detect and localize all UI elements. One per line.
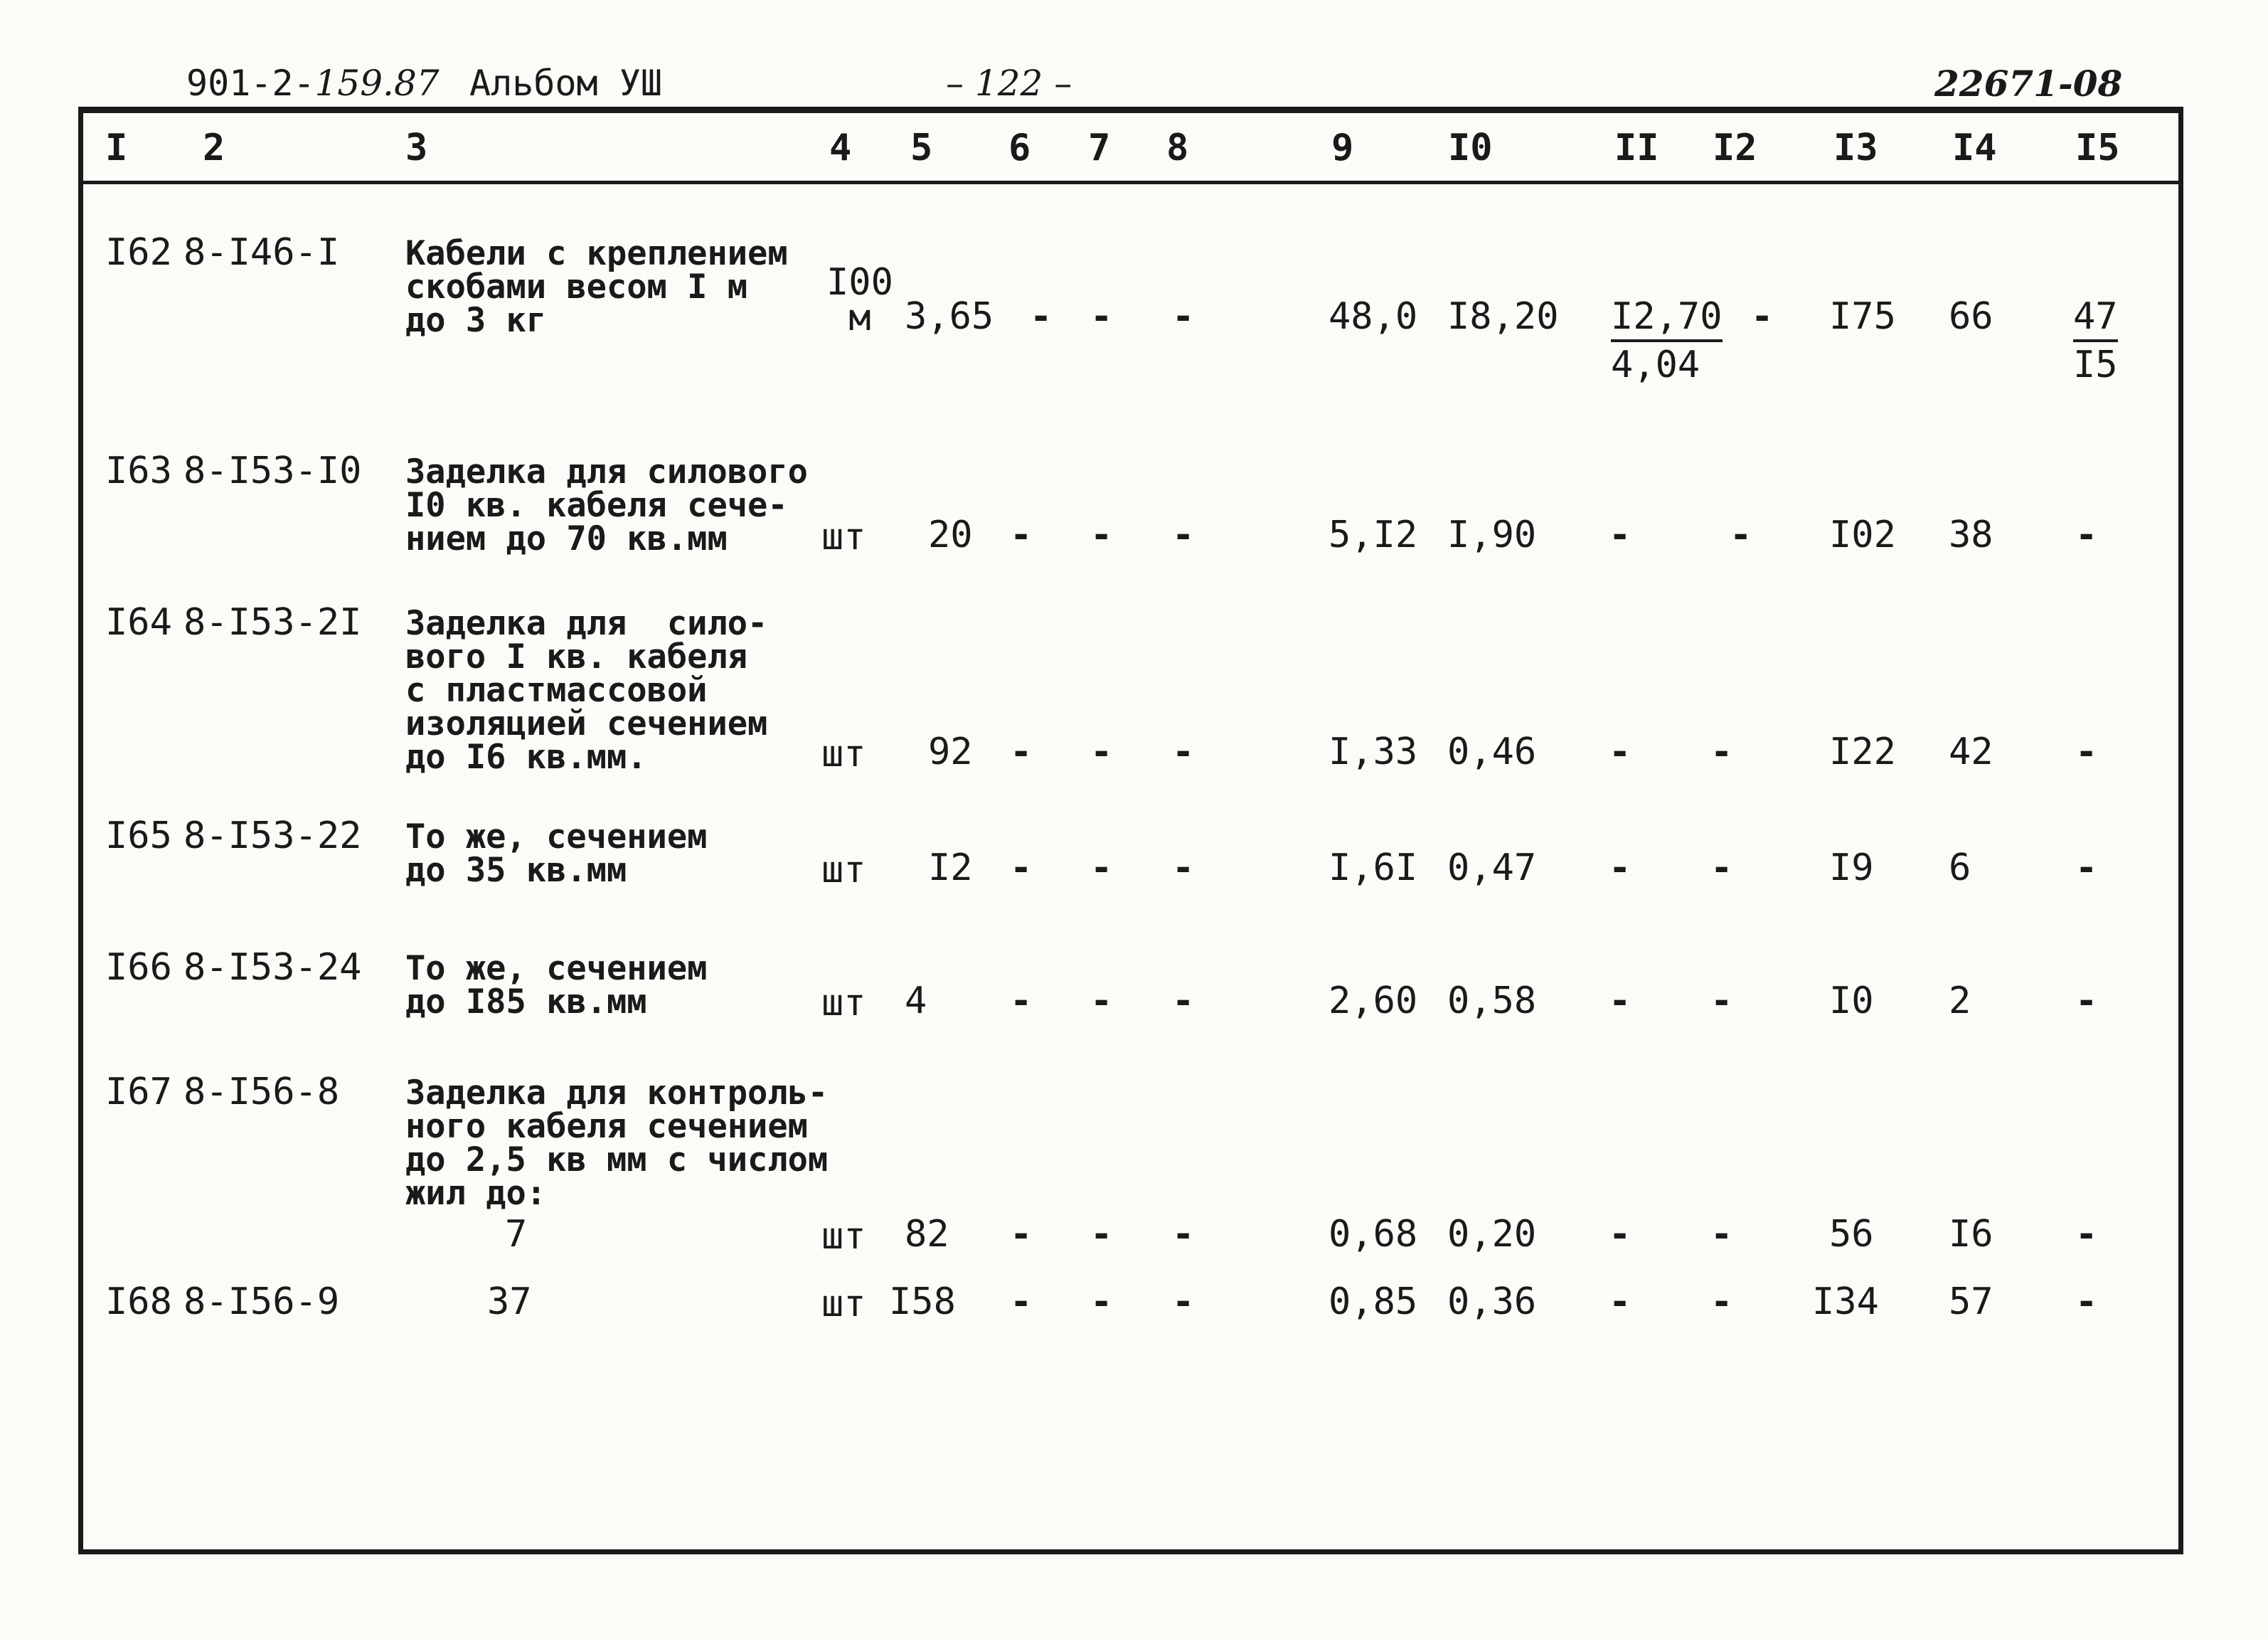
row-col15: - bbox=[2075, 514, 2098, 556]
row-unit: шт bbox=[821, 982, 866, 1024]
column-header-7: 7 bbox=[1088, 127, 1111, 169]
page-number: – 122 – bbox=[946, 63, 1072, 104]
row-col7: - bbox=[1090, 514, 1113, 556]
row-col8: - bbox=[1172, 847, 1195, 889]
row-col13: I22 bbox=[1829, 731, 1896, 773]
column-header-11: II bbox=[1614, 127, 1659, 169]
row-col14: 38 bbox=[1949, 514, 1993, 556]
row-col6: - bbox=[1010, 847, 1033, 889]
row-col12: - bbox=[1710, 1213, 1733, 1256]
row-col7: - bbox=[1090, 295, 1113, 338]
row-col15-top: 47 bbox=[2073, 295, 2118, 342]
row-col12: - bbox=[1710, 1280, 1733, 1323]
header-code-prefix: 901-2- bbox=[186, 63, 315, 104]
row-col7: - bbox=[1090, 1213, 1113, 1256]
row-code: 8-I53-22 bbox=[183, 815, 362, 857]
row-col12: - bbox=[1710, 847, 1733, 889]
row-col12: - bbox=[1710, 731, 1733, 773]
row-col10: 0,20 bbox=[1447, 1213, 1537, 1256]
row-description: Заделка для силового I0 кв. кабеля сече- нием до 70 кв.мм bbox=[405, 452, 808, 558]
row-col14: 57 bbox=[1949, 1280, 1993, 1323]
row-description: Заделка для сило- вого I кв. кабеля с пластмассовой изоляцией сечением до I6 кв.мм. bbox=[405, 604, 768, 777]
row-col11: - bbox=[1609, 1213, 1631, 1256]
row-col14: 2 bbox=[1949, 980, 1971, 1022]
row-col6: - bbox=[1010, 514, 1033, 556]
row-col13: I75 bbox=[1829, 295, 1896, 338]
row-col14: I6 bbox=[1949, 1213, 1993, 1256]
row-qty: 3,65 bbox=[905, 295, 994, 338]
row-col11-top: I2,70 bbox=[1611, 295, 1723, 342]
column-header-1: I bbox=[105, 127, 128, 169]
row-col11-bottom: 4,04 bbox=[1611, 344, 1700, 386]
row-code: 8-I53-2I bbox=[183, 601, 362, 644]
row-col15: - bbox=[2075, 1280, 2098, 1323]
row-col10: 0,36 bbox=[1447, 1280, 1537, 1323]
row-col6: - bbox=[1010, 731, 1033, 773]
row-col6: - bbox=[1030, 295, 1053, 338]
row-number: I65 bbox=[105, 815, 172, 857]
row-col7: - bbox=[1090, 1280, 1113, 1323]
header-code bbox=[186, 63, 440, 104]
row-code: 8-I56-8 bbox=[183, 1071, 340, 1113]
row-col8: - bbox=[1172, 1280, 1195, 1323]
row-col9: 0,68 bbox=[1329, 1213, 1418, 1256]
row-qty: 92 bbox=[928, 731, 973, 773]
row-col11: - bbox=[1609, 514, 1631, 556]
row-col11: - bbox=[1609, 1280, 1631, 1323]
row-col9: 5,I2 bbox=[1329, 514, 1418, 556]
row-description: То же, сечением до 35 кв.мм bbox=[405, 817, 708, 890]
row-col14: 42 bbox=[1949, 731, 1993, 773]
row-col8: - bbox=[1172, 514, 1195, 556]
row-number: I68 bbox=[105, 1280, 172, 1323]
row-unit: шт bbox=[821, 733, 866, 775]
row-qty: 82 bbox=[905, 1213, 949, 1256]
row-number: I63 bbox=[105, 450, 172, 492]
row-col10: 0,47 bbox=[1447, 847, 1537, 889]
row-col11: - bbox=[1609, 980, 1631, 1022]
row-number: I66 bbox=[105, 946, 172, 989]
row-description: Кабели с креплением скобами весом I м до 3 кг bbox=[405, 234, 788, 340]
row-col7: - bbox=[1090, 731, 1113, 773]
row-col10: I8,20 bbox=[1447, 295, 1559, 338]
row-number: I62 bbox=[105, 231, 172, 274]
row-col9: 0,85 bbox=[1329, 1280, 1418, 1323]
row-number: I67 bbox=[105, 1071, 172, 1113]
row-description: Заделка для контроль- ного кабеля сечением до 2,5 кв мм с числом жил до: bbox=[405, 1073, 829, 1213]
column-header-6: 6 bbox=[1008, 127, 1031, 169]
row-col9: I,33 bbox=[1329, 731, 1418, 773]
row-col12: - bbox=[1730, 514, 1752, 556]
row-col12: - bbox=[1751, 295, 1774, 338]
header-divider bbox=[78, 181, 2183, 184]
row-code: 8-I53-24 bbox=[183, 946, 362, 989]
row-qty: I2 bbox=[928, 847, 973, 889]
header-code-hand: 159.87 bbox=[314, 63, 440, 104]
row-col6: - bbox=[1010, 1280, 1033, 1323]
column-header-12: I2 bbox=[1713, 127, 1757, 169]
row-col8: - bbox=[1172, 1213, 1195, 1256]
row-col8: - bbox=[1172, 731, 1195, 773]
row-col10: I,90 bbox=[1447, 514, 1537, 556]
row-col15: - bbox=[2075, 731, 2098, 773]
row-qty: 4 bbox=[905, 980, 927, 1022]
row-description: То же, сечением до I85 кв.мм bbox=[405, 949, 708, 1022]
row-number: I64 bbox=[105, 601, 172, 644]
row-code: 8-I56-9 bbox=[183, 1280, 340, 1323]
row-unit: I00 м bbox=[826, 261, 893, 339]
row-col11: - bbox=[1609, 731, 1631, 773]
column-header-8: 8 bbox=[1166, 127, 1189, 169]
row-col9: 2,60 bbox=[1329, 980, 1418, 1022]
row-col13: I0 bbox=[1829, 980, 1874, 1022]
row-subitem: 37 bbox=[487, 1280, 532, 1323]
column-header-2: 2 bbox=[203, 127, 225, 169]
row-col9: I,6I bbox=[1329, 847, 1418, 889]
row-col10: 0,58 bbox=[1447, 980, 1537, 1022]
row-code: 8-I46-I bbox=[183, 231, 340, 274]
row-col9: 48,0 bbox=[1329, 295, 1418, 338]
row-col8: - bbox=[1172, 295, 1195, 338]
row-col7: - bbox=[1090, 980, 1113, 1022]
column-header-9: 9 bbox=[1331, 127, 1354, 169]
column-header-10: I0 bbox=[1448, 127, 1493, 169]
document-number: 22671-08 bbox=[1934, 63, 2123, 105]
row-col6: - bbox=[1010, 1213, 1033, 1256]
row-unit: шт bbox=[821, 1215, 866, 1258]
column-header-14: I4 bbox=[1952, 127, 1997, 169]
row-col15: - bbox=[2075, 980, 2098, 1022]
row-unit: шт bbox=[821, 849, 866, 891]
row-code: 8-I53-I0 bbox=[183, 450, 362, 492]
column-header-13: I3 bbox=[1833, 127, 1878, 169]
row-col6: - bbox=[1010, 980, 1033, 1022]
row-col13: I34 bbox=[1812, 1280, 1879, 1323]
row-col11: - bbox=[1609, 847, 1631, 889]
row-unit: шт bbox=[821, 516, 866, 558]
album-label: Альбом УШ bbox=[469, 63, 662, 104]
row-col13: I02 bbox=[1829, 514, 1896, 556]
row-col7: - bbox=[1090, 847, 1113, 889]
column-header-4: 4 bbox=[829, 127, 852, 169]
column-header-3: 3 bbox=[405, 127, 428, 169]
row-subitem: 7 bbox=[505, 1213, 528, 1256]
row-col13: 56 bbox=[1829, 1213, 1874, 1256]
row-col15: - bbox=[2075, 1213, 2098, 1256]
row-qty: 20 bbox=[928, 514, 973, 556]
row-col14: 66 bbox=[1949, 295, 1993, 338]
row-unit: шт bbox=[821, 1283, 866, 1325]
row-col15-bottom: I5 bbox=[2073, 344, 2118, 386]
row-col12: - bbox=[1710, 980, 1733, 1022]
column-header-5: 5 bbox=[910, 127, 933, 169]
row-col8: - bbox=[1172, 980, 1195, 1022]
row-col15: - bbox=[2075, 847, 2098, 889]
column-header-15: I5 bbox=[2075, 127, 2120, 169]
row-col10: 0,46 bbox=[1447, 731, 1537, 773]
row-qty: I58 bbox=[889, 1280, 956, 1323]
row-col13: I9 bbox=[1829, 847, 1874, 889]
row-col14: 6 bbox=[1949, 847, 1971, 889]
